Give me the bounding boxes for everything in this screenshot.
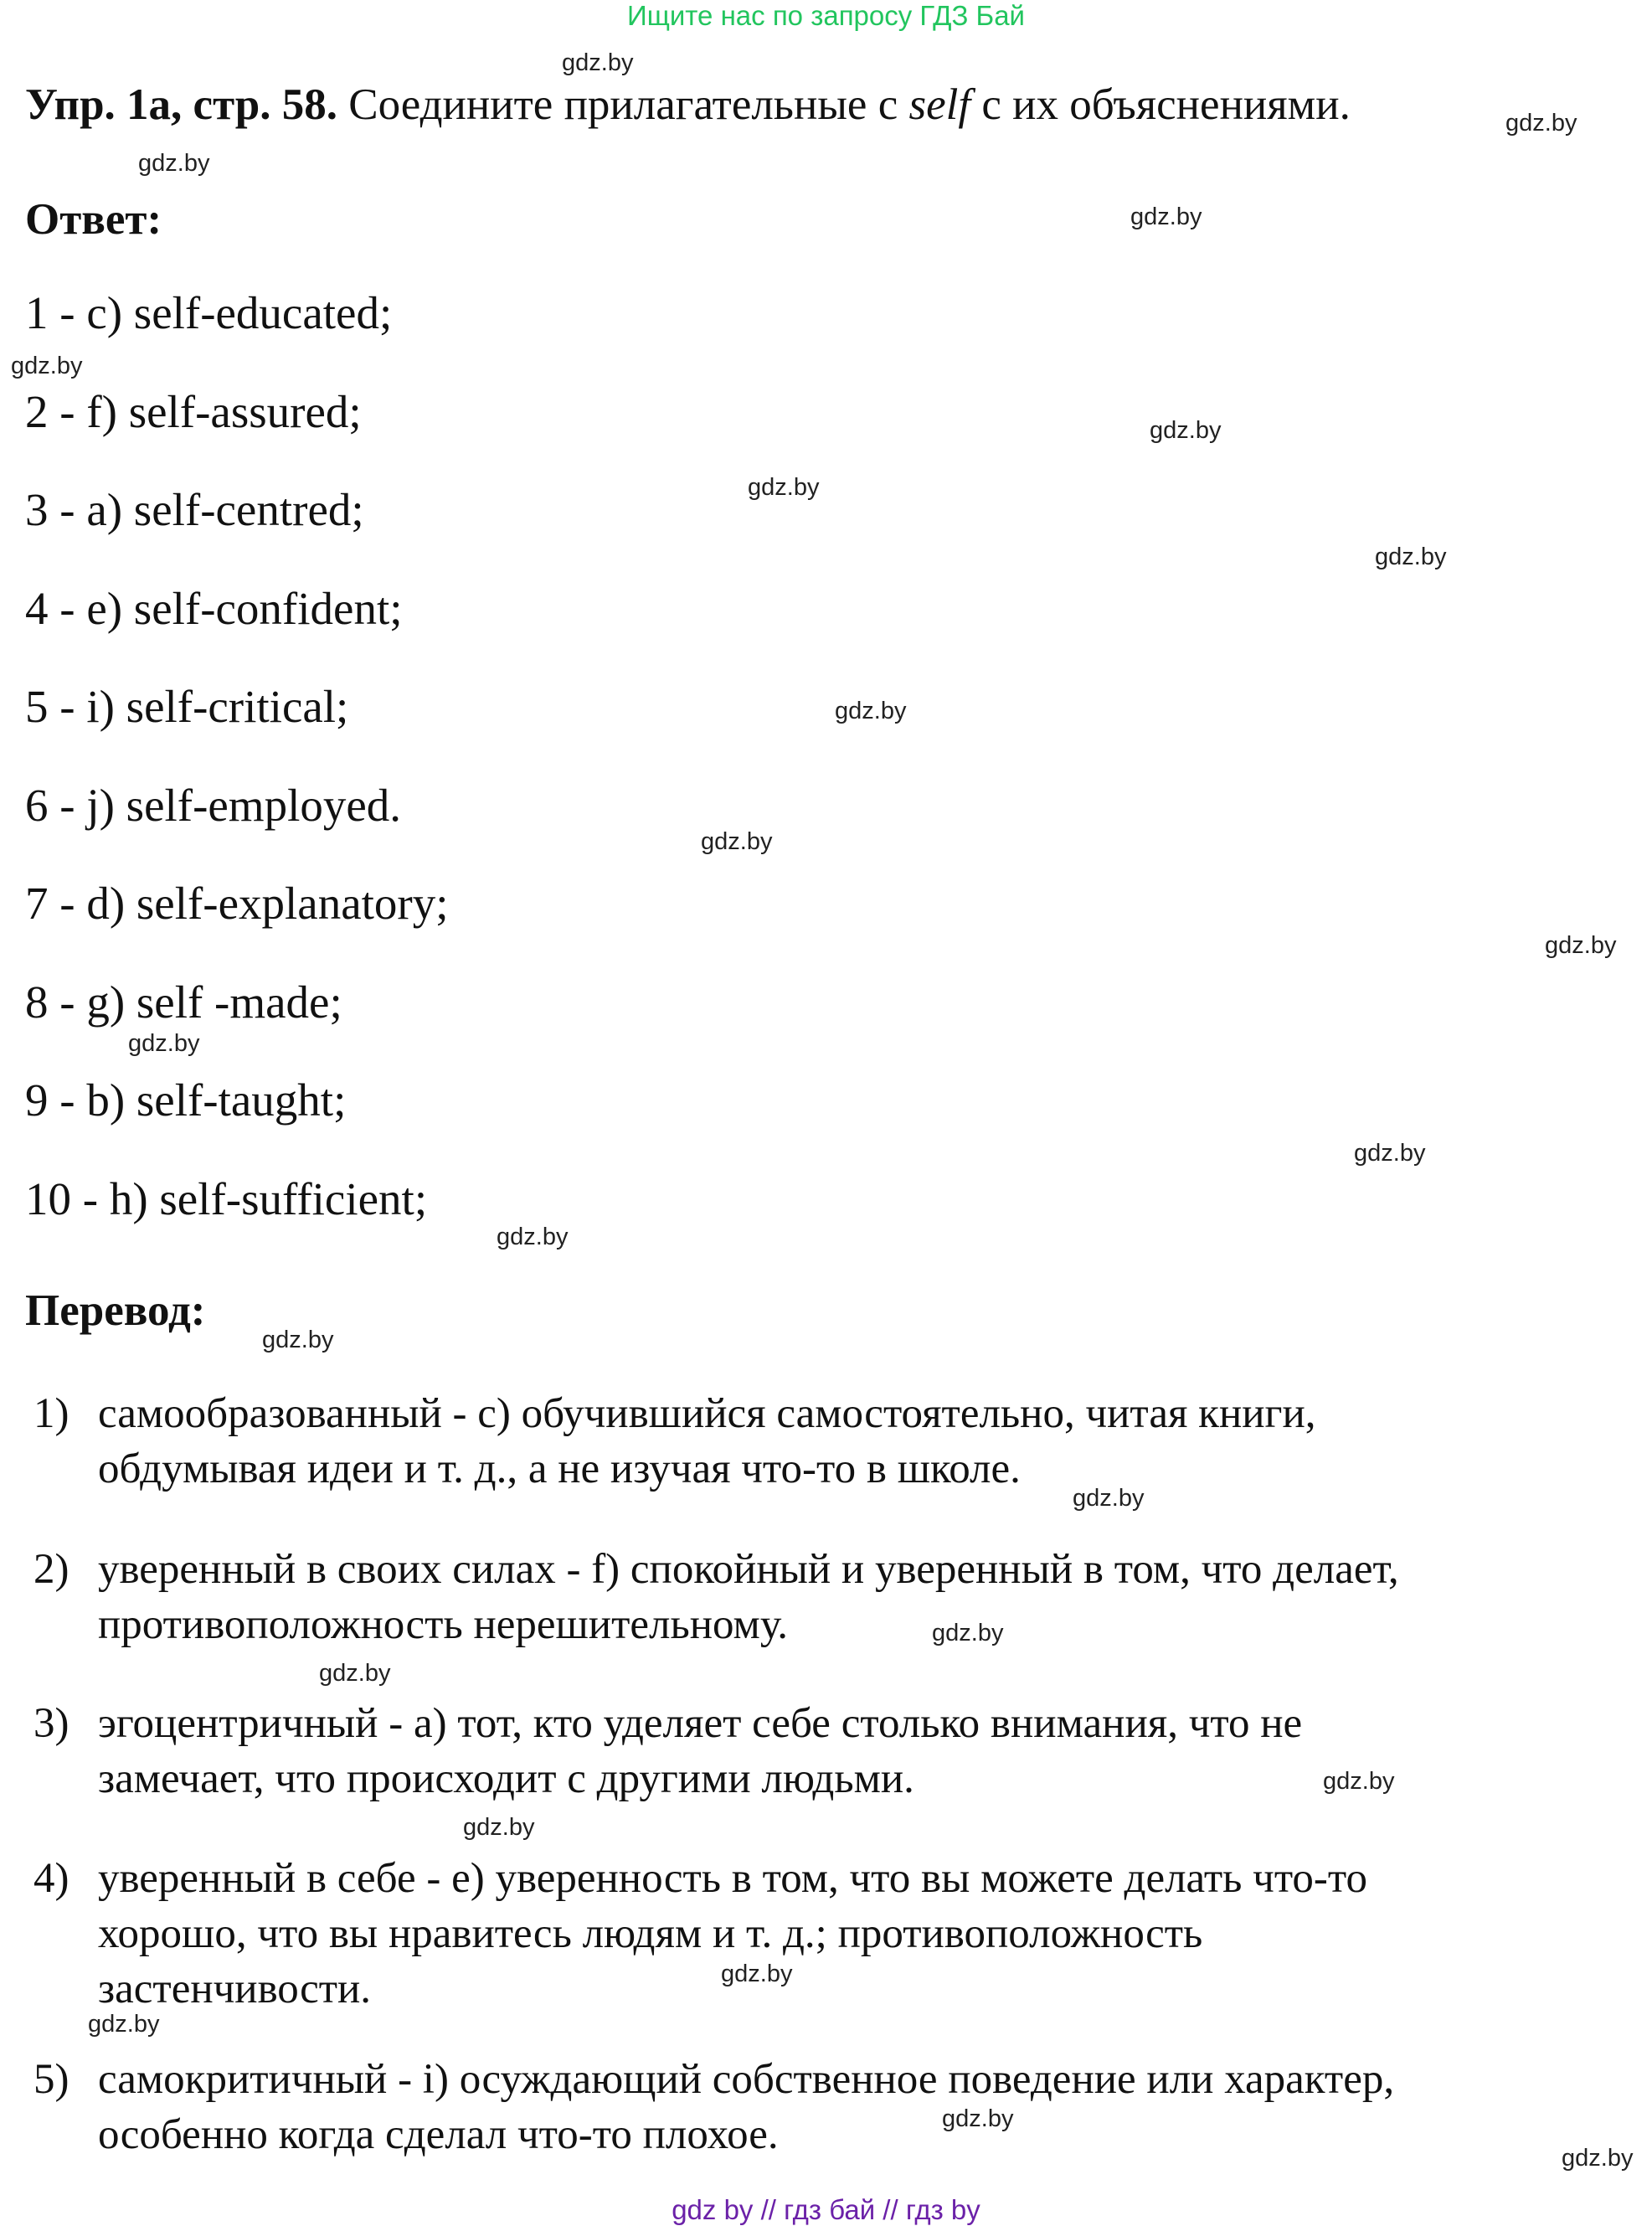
answer-line: 9 - b) self-taught; xyxy=(25,1074,347,1126)
watermark: gdz.by xyxy=(748,474,820,501)
answer-line: 3 - a) self-centred; xyxy=(25,484,364,535)
watermark: gdz.by xyxy=(1545,932,1617,959)
translation-line: эгоцентричный - a) тот, кто уделяет себе столько внимания, что не xyxy=(98,1700,1303,1747)
translation-line: особенно когда сделал что-то плохое. xyxy=(98,2111,779,2158)
watermark: gdz.by xyxy=(942,2105,1014,2132)
exercise-number: Упр. 1a, стр. 58. xyxy=(25,80,337,129)
translation-number: 4) xyxy=(33,1855,69,1902)
watermark: gdz.by xyxy=(1375,544,1447,570)
translation-line: уверенный в себе - e) уверенность в том, что вы можете делать что-то xyxy=(98,1855,1368,1902)
answer-line: 5 - i) self-critical; xyxy=(25,681,349,732)
translation-number: 1) xyxy=(33,1390,69,1437)
watermark: gdz.by xyxy=(1150,417,1222,444)
answer-line: 7 - d) self-explanatory; xyxy=(25,878,449,929)
translation-line: самообразованный - c) обучившийся самостоятельно, читая книги, xyxy=(98,1390,1316,1437)
watermark: gdz.by xyxy=(262,1327,334,1353)
search-banner: Ищите нас по запросу ГДЗ Бай xyxy=(627,0,1025,31)
watermark: gdz.by xyxy=(497,1224,569,1250)
watermark: gdz.by xyxy=(835,698,907,724)
watermark: gdz.by xyxy=(1323,1768,1395,1795)
exercise-heading xyxy=(25,80,1351,130)
translation-item xyxy=(98,1386,1622,1497)
answer-label: Ответ: xyxy=(25,195,162,244)
translation-number: 5) xyxy=(33,2056,69,2103)
watermark: gdz.by xyxy=(701,828,773,855)
watermark: gdz.by xyxy=(932,1620,1004,1646)
translation-line: самокритичный - i) осуждающий собственное поведение или характер, xyxy=(98,2056,1395,2103)
watermark: gdz.by xyxy=(1130,204,1202,230)
instruction-before: Соедините прилагательные с xyxy=(337,80,909,129)
translation-line: противоположность нерешительному. xyxy=(98,1601,788,1648)
footer-links: gdz by // гдз бай // гдз by xyxy=(672,2194,980,2225)
watermark: gdz.by xyxy=(562,49,634,76)
translation-line: обдумывая идеи и т. д., а не изучая что-то в школе. xyxy=(98,1445,1021,1492)
watermark: gdz.by xyxy=(319,1660,391,1687)
answer-line: 10 - h) self-sufficient; xyxy=(25,1173,428,1224)
watermark: gdz.by xyxy=(721,1961,793,1987)
answer-line: 6 - j) self-employed. xyxy=(25,780,402,831)
translation-item xyxy=(98,1851,1622,2017)
watermark: gdz.by xyxy=(138,150,210,177)
watermark: gdz.by xyxy=(11,353,83,379)
watermark: gdz.by xyxy=(1505,110,1577,137)
translation-line: хорошо, что вы нравитесь людям и т. д.; противоположность xyxy=(98,1910,1203,1957)
watermark: gdz.by xyxy=(1354,1140,1426,1167)
translation-number: 3) xyxy=(33,1700,69,1747)
watermark: gdz.by xyxy=(463,1814,535,1841)
translation-line: застенчивости. xyxy=(98,1966,372,2012)
watermark: gdz.by xyxy=(1562,2145,1634,2172)
translation-line: уверенный в своих силах - f) спокойный и уверенный в том, что делает, xyxy=(98,1546,1399,1593)
answer-line: 4 - e) self-confident; xyxy=(25,583,403,634)
watermark: gdz.by xyxy=(128,1030,200,1057)
translation-label: Перевод: xyxy=(25,1286,206,1335)
watermark: gdz.by xyxy=(88,2011,160,2038)
answer-line: 1 - c) self-educated; xyxy=(25,287,393,338)
answer-line: 2 - f) self-assured; xyxy=(25,386,362,437)
translation-number: 2) xyxy=(33,1546,69,1593)
instruction-italic: self xyxy=(908,80,971,129)
translation-item xyxy=(98,2052,1622,2162)
watermark: gdz.by xyxy=(1073,1485,1145,1512)
answer-line: 8 - g) self -made; xyxy=(25,976,342,1028)
translation-item xyxy=(98,1542,1622,1652)
translation-line: замечает, что происходит с другими людьми. xyxy=(98,1755,914,1802)
instruction-after: с их объяснениями. xyxy=(970,80,1351,129)
